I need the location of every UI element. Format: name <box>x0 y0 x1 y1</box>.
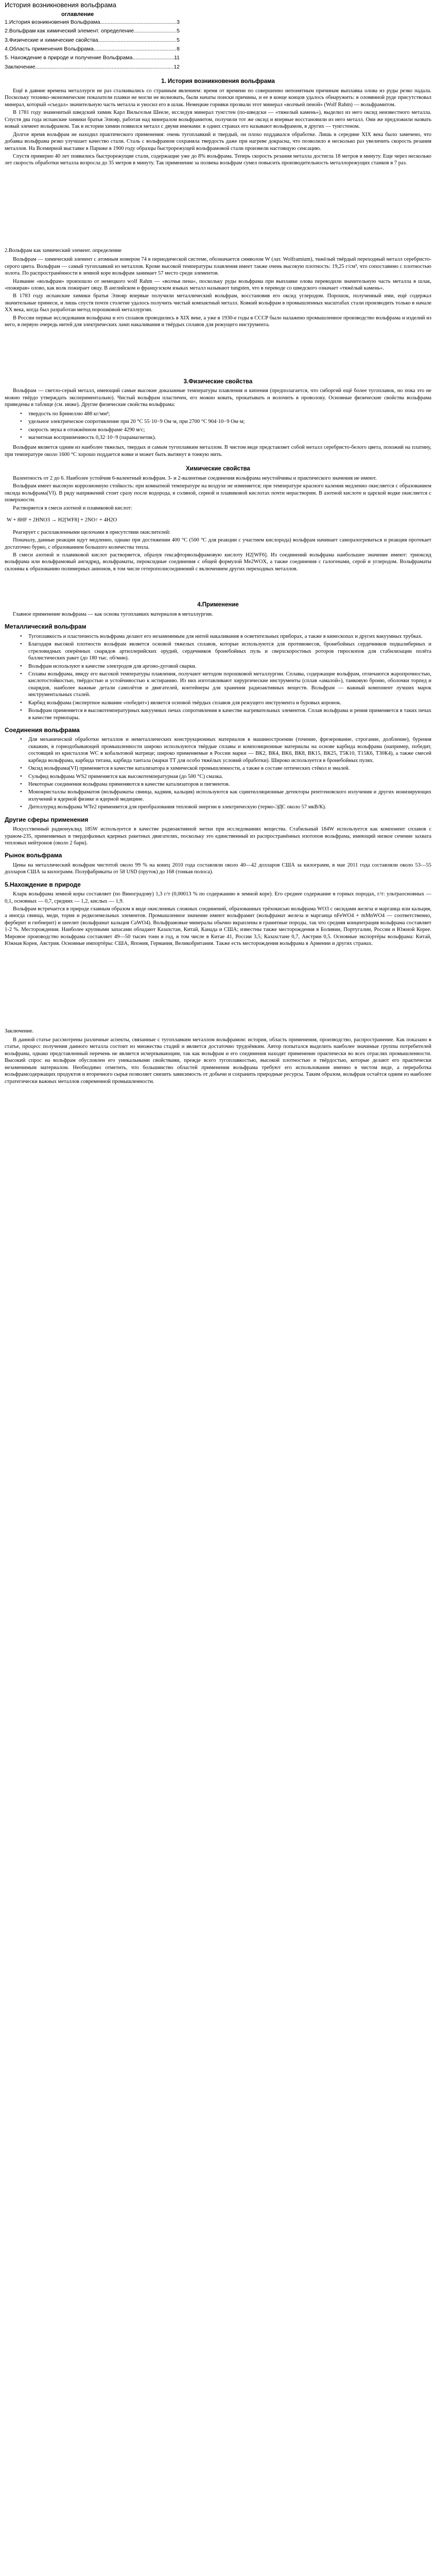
paragraph: В данной статье рассмотрены различные аспекты, связанные с тугоплавким металлом вольфрамом: история, область применения, производство, распространение. Как показано в статье, процесс получения данного металла состоит из множества стадий и является достаточно трудоёмким. Автор попытался выделить наиболее значимые группы потребителей вольфрама, однако представленный перечень не является исчерпывающим, так как вольфрам и его соединения находят применение практически во всех отраслях промышленности. Высокий спрос на вольфрам обусловлен его уникальными свойствами, прежде всего тугоплавкостью, высокой плотностью и твёрдостью, которые делают его практически незаменимым материалом. Необходимо отметить, что большинство областей применения вольфрама требуют его использования именно в чистом виде, а переработка вольфрамсодержащих продуктов и вторичного сырья позволяет снизить зависимость от добычи и сохранить природные ресурсы. Таким образом, вольфрам остаётся одним из наиболее стратегически важных металлов современной промышленности. <box>5 1037 431 1084</box>
list-item: • Карбид вольфрама (экспертное название «победит») является основой твёрдых сплавов для режущего инструмента и буровых коронок. <box>28 700 431 706</box>
toc-entry-label: Заключение <box>5 63 36 70</box>
list-item: • удельное электрическое сопротивление при 20 °C 55·10−9 Ом·м, при 2700 °C 904·10−9 Ом·м; <box>28 418 431 425</box>
compounds-heading: Соединения вольфрама <box>5 726 80 734</box>
document-page <box>0 0 436 1098</box>
blank-space <box>5 168 431 245</box>
list-item: • Сульфид вольфрама WS2 применяется как высокотемпературная (до 500 °C) смазка. <box>28 773 431 780</box>
table-of-contents <box>5 19 180 71</box>
metal-uses-list <box>5 633 431 721</box>
toc-entry-page: 11 <box>174 55 180 61</box>
paragraph: Долгое время вольфрам не находил практического применения: очень тугоплавкий и твердый, он плохо поддавался обработке. Лишь в середине XIX века было замечено, что добавка вольфрама резко улучшает качество стали. Сталь с вольфрамом сохраняла твердость даже при нагреве докрасна, что позволило в несколько раз увеличить скорость резания металлов. На Всемирной выставке в Париже в 1900 году образцы быстрорежущей вольфрамовой стали произвели настоящую сенсацию. <box>5 131 431 151</box>
toc-entry[interactable] <box>5 64 180 71</box>
paragraph: Поначалу, данные реакции идут медленно, однако при достижении 400 °C (500 °C для реакции с участием кислорода) вольфрам начинает саморазогреваться и реакция протекает достаточно бурно, с образованием большого количества тепла. <box>5 537 431 550</box>
toc-heading: оглавление <box>61 11 94 18</box>
blank-space <box>5 948 431 1026</box>
paragraph: Растворяется в смеси азотной и плавиковой кислот: <box>13 505 132 511</box>
toc-entry-label: 2.Вольфрам как химический элемент. определение <box>5 28 134 35</box>
toc-entry-label: 4.Область применения Вольфрама <box>5 46 94 53</box>
list-item: • скорость звука в отожжённом вольфраме 4290 м/с; <box>28 427 431 433</box>
paragraph: Название «вольфрам» произошло от немецкого wolf Rahm — «волчья пена», поскольку руды вольфрама при выплавке олова переводили значительную часть металла в шлак, «пожирая» олово, как волк пожирает овцу. В английском и французском языках металл называют tungsten, что в переводе со шведского означает «тяжёлый камень». <box>5 278 431 292</box>
toc-entry-page: 3 <box>177 19 180 25</box>
list-item: • Вольфрам используют в качестве электродов для аргоно-дуговой сварки. <box>28 663 431 670</box>
toc-entry-label: 3.Физические и химические свойства <box>5 37 98 43</box>
list-item: • Тугоплавкость и пластичность вольфрама делают его незаменимым для нитей накаливания в осветительных приборах, а также в кинескопах и других вакуумных трубках. <box>28 633 431 640</box>
section-5-heading: 5.Нахождение в природе <box>5 880 81 888</box>
toc-entry-label: 5. Нахождение в природе и получение Вольфрама <box>5 55 133 61</box>
list-item: • Дителлурид вольфрама WTe2 применяется для преобразования тепловой энергии в электрическую (термо-ЭДС около 57 мкВ/К). <box>28 804 431 810</box>
list-item: • магнитная восприимчивость 0,32·10−9 (парамагнетик). <box>28 434 431 441</box>
list-item: • Для механической обработки металлов и неметаллических конструкционных материалов в машиностроении (точение, фрезерование, строгание, долбление), бурения скважин, в горнодобывающей промышленности широко используются твёрдые сплавы и композиционные материалы на основе карбида вольфрама (например, победит, состоящий из кристаллов WC в кобальтовой матрице; широко применяемые в России марки — ВК2, ВК4, ВК6, ВК8, ВК15, ВК25, Т5К10, Т15К6, Т30К4), а также смесей карбида вольфрама, карбида титана, карбида тантала (марки ТТ для особо тяжёлых условий обработки). Широко используется в бронебойных пулях. <box>28 736 431 764</box>
toc-entry-page: 5 <box>177 37 180 43</box>
market-heading: Рынок вольфрама <box>5 852 62 859</box>
toc-entry[interactable] <box>5 46 180 53</box>
toc-entry[interactable] <box>5 19 180 26</box>
paragraph: Спустя примерно 40 лет появились быстрорежущие стали, содержащие уже до 8% вольфрама. Теперь скорость резания металла достигла 18 метров в минуту. Еще через несколько лет скорость обработки металла возросла до 35 метров в минуту. Так применение за полвека вольфрам сумел повысить производительность металлорежущих станков в 7 раз. <box>5 153 431 166</box>
compound-uses-list <box>5 736 431 810</box>
list-item: • Сплавы вольфрама, ввиду его высокой температуры плавления, получают методом порошковой металлургии. Сплавы, содержащие вольфрам, отличаются жаропрочностью, кислотостойкостью, твёрдостью и устойчивостью к истиранию. Из них изготавливают хирургические инструменты (сплав «амалой»), танковую броню, оболочки торпед и снарядов, наиболее важные детали самолётов и двигателей, контейнеры для хранения радиоактивных веществ. Вольфрам — важный компонент лучших марок инструментальных сталей. <box>28 671 431 699</box>
paragraph: Цены на металлический вольфрам чистотой около 99 % на конец 2010 года составляли около 40—42 долларов США за килограмм, в мае 2011 года составляли около 53—55 долларов США за килограмм. Полуфабрикаты от 58 USD (пруток) до 168 (тонкая полоса). <box>5 862 431 875</box>
paragraph: В 1781 году знаменитый шведский химик Карл Вильгельм Шееле, исследуя минерал тунгстен (по-шведски — «тяжелый камень»), выделил из него оксид неизвестного металла. Спустя два года испанские химики братья Элюяр, работая над минералом вольфрамитом, получили тот же оксид и впервые восстановили из него металл. Они же предложили назвать новый элемент вольфрамом. Так в истории химии появился металл с двумя именами: в одних странах его называют вольфрамом, в других — тунгстеном. <box>5 110 431 130</box>
list-item: • Благодаря высокой плотности вольфрам является основой тяжелых сплавов, которые используются для противовесов, бронебойных сердечников подкалиберных и стреловидных оперённых снарядов артиллерийских орудий, сердечников бронебойных пуль и сверхскоростных роторов гироскопов для стабилизации полёта баллистических ракет (до 180 тыс. об/мин). <box>28 641 431 662</box>
paragraph: Искусственный радионуклид 185W используется в качестве радиоактивной метки при исследованиях вещества. Стабильный 184W используется как компонент сплавов с ураном-235, применяемых в твердофазных ядерных ракетных двигателях, поскольку это единственный из распространённых изотопов вольфрама, имеющий низкое сечение захвата тепловых нейтронов (около 2 барн). <box>5 826 431 846</box>
conclusion-heading: Заключение. <box>5 1028 34 1034</box>
list-item: • Оксид вольфрама(VI) применяется в качестве катализатора в химической промышленности, а также в составе оптических стёкол и эмалей. <box>28 765 431 772</box>
toc-entry-label: 1.История возникновения Вольфрама <box>5 19 100 25</box>
list-item: • Вольфрам применяется в высокотемпературных вакуумных печах сопротивления в качестве нагревательных элементов. Сплав вольфрама и рения применяется в таких печах в качестве термопары. <box>28 707 431 721</box>
paragraph: Валентность от 2 до 6. Наиболее устойчив 6-валентный вольфрам. 3- и 2-валентные соединения вольфрама неустойчивы и практического значения не имеют. <box>13 476 377 482</box>
blank-space <box>5 330 431 371</box>
physical-properties-list <box>5 411 431 442</box>
toc-entry[interactable] <box>5 28 180 35</box>
toc-entry-page: 5 <box>177 28 180 35</box>
chemical-properties-heading: Химические свойства <box>186 466 250 472</box>
metal-tungsten-heading: Металлический вольфрам <box>5 623 86 631</box>
section-1-heading: 1. История возникновения вольфрама <box>161 78 275 85</box>
blank-space <box>5 573 431 594</box>
paragraph: В России первые исследования вольфрама и его сплавов проводились в XIX веке, а уже в 1930-е годы в СССР было налажено промышленное производство вольфрама и изделий из него, в первую очередь нитей для электрических ламп накаливания и твёрдых сплавов для режущего инструмента. <box>5 315 431 328</box>
list-item: • Монокристаллы вольфраматов (вольфраматы свинца, кадмия, кальция) используются как сцинтилляционные детекторы рентгеновского излучения и других ионизирующих излучений в ядерной физике и ядерной медицине. <box>28 789 431 803</box>
document-title: История возникновения вольфрама <box>5 1 116 9</box>
other-uses-heading: Другие сферы применения <box>5 816 89 823</box>
paragraph: Главное применение вольфрама — как основа тугоплавких материалов в металлургии. <box>13 612 213 618</box>
paragraph: Реагирует с расплавленными щелочами в присутствии окислителей: <box>13 529 171 535</box>
list-item: • Некоторые соединения вольфрама применяются в качестве катализаторов и пигментов. <box>28 781 431 788</box>
toc-entry-page: 12 <box>173 63 180 70</box>
paragraph: В смеси азотной и плавиковой кислот растворяется, образуя гексафторвольфрамовую кислоту H2[WF6]. Из соединений вольфрама наибольшее значение имеют: триоксид вольфрама или вольфрамовый ангидрид, вольфраматы, пероксидные соединения с общей формулой Me2WOX, а также соединения с галогенами, серой и углеродом. Вольфраматы склонны к образованию полимерных анионов, в том числе гетерополисоединений с включением других переходных металлов. <box>5 552 431 572</box>
toc-entry-page: 8 <box>177 46 180 53</box>
paragraph: Вольфрам — химический элемент с атомным номером 74 в периодической системе, обозначается символом W (лат. Wolframium), тяжёлый твёрдый переходный металл серебристо-серого цвета. Вольфрам — самый тугоплавкий из металлов. Кроме высокой температуры плавления имеет также очень высокую плотность: 19,25 г/см³, что сопоставимо с плотностью золота. По распространённости в земной коре вольфрам занимает 57 место среди элементов. <box>5 257 431 277</box>
paragraph: Вольфрам — светло-серый металл, имеющий самые высокие доказанные температуры плавления и кипения (предполагается, что сиборгий ещё более тугоплавок, но пока это не можно твёрдо утверждать экспериментально). Чистый вольфрам пластичен, его можно ковать, прокатывать и волочить в проволоку. Основные физические свойства вольфрама приведены в таблице (см. ниже). Другие физические свойства вольфрама: <box>5 388 431 408</box>
paragraph: В 1783 году испанские химики братья Элюяр впервые получили металлический вольфрам, восстановив его оксид углеродом. Порошок, полученный ими, ещё содержал значительные примеси, и лишь спустя почти столетие удалось получить чистый компактный металл. Ковкий вольфрам в промышленных масштабах стали производить только в начале XX века, когда был разработан метод порошковой металлургии. <box>5 293 431 313</box>
paragraph: Ещё в давние времена металлурги не раз сталкивались со странным явлением: время от времени по совершенно непонятным причинам выплавка олова из руды резко падала. Поскольку технико-экономические показатели плавки не могли не волновать, были начаты поиски причины, и ее в конце концов удалось обнаружить: в оловянной руде присутствовал минерал, который «съедал» значительную часть металла и уносил его в шлак. Немецкие горняки прозвали этот минерал «волчьей пеной» (Wolf Rahm) — вольфрамитом. <box>5 88 431 108</box>
paragraph: Кларк вольфрама земной коры составляет (по Виноградову) 1,3 г/т (0,00013 % по содержанию в земной коре). Его среднее содержание в горных породах, г/т: ультраосновных — 0,1, основных — 0,7, средних — 1,2, кислых — 1,9. <box>5 891 431 904</box>
toc-entry[interactable] <box>5 55 180 61</box>
toc-entry[interactable] <box>5 37 180 44</box>
paragraph: Вольфрам имеет высокую коррозионную стойкость: при комнатной температуре на воздухе не изменяется; при температуре красного каления медленно окисляется с образованием оксида вольфрама(VI). В ряду напряжений стоит сразу после водорода, в соляной, серной и плавиковой кислотах почти нерастворим. В азотной кислоте и царской водке окисляется с поверхности. <box>5 483 431 503</box>
section-2-heading: 2.Вольфрам как химический элемент. определение <box>5 247 121 253</box>
chemical-formula: W + 8HF + 2HNO3 → H2[WF8] + 2NO↑ + 4H2O <box>7 517 117 523</box>
section-4-heading: 4.Применение <box>197 602 239 608</box>
section-3-heading: 3.Физические свойства <box>183 378 253 385</box>
paragraph: Вольфрам является одним из наиболее тяжелых, твердых и самым тугоплавким металлом. В чистом виде представляет собой металл серебристо-белого цвета, похожий на платину, при температуре около 1600 °C хорошо поддается ковке и может быть вытянут в тонкую нить. <box>5 445 431 457</box>
paragraph: Вольфрам встречается в природе главным образом в виде окисленных сложных соединений, образованных трёхокисью вольфрама WO3 с оксидами железа и марганца или кальция, а иногда свинца, меди, тория и редкоземельных элементов. Промышленное значение имеют вольфрамит (вольфрамат железа и марганца nFeWO4 + mMnWO4 — соответственно, ферберит и гюбнерит) и шеелит (вольфрамат кальция CaWO4). Вольфрамовые минералы обычно вкраплены в гранитные породы, так что средняя концентрация вольфрама составляет 1-2 %. Месторождения. Наиболее крупными запасами обладают Казахстан, Китай, Канада и США; известны также месторождения в Боливии, Португалии, России и Южной Корее. Мировое производство вольфрама составляет 49—50 тысяч тонн в год, в том числе в Китае 41, России 3,5; Казахстане 0,7, Австрии 0,5. Основные экспортёры вольфрама: Китай, Южная Корея, Австрия. Основные импортёры: США, Япония, Германия, Великобритания. Также есть месторождения вольфрама в Армении и других странах. <box>5 906 431 947</box>
list-item: • твердость по Бринеллю 488 кг/мм²; <box>28 411 431 417</box>
